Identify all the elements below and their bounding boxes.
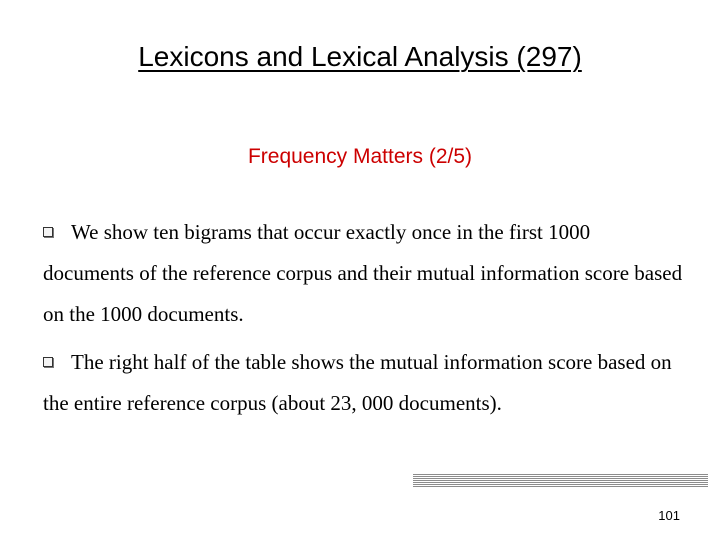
- hollow-square-bullet-icon: [43, 357, 53, 367]
- hollow-square-bullet-icon: [43, 227, 53, 237]
- bullet-list: [43, 212, 683, 431]
- bullet-item: [43, 212, 683, 335]
- bullet-text: The right half of the table shows the mutual information score based on the entire reference corpus (about 23, 000 documents).: [43, 350, 672, 415]
- footer-divider: [413, 474, 708, 488]
- slide-subtitle: Frequency Matters (2/5): [247, 145, 473, 168]
- page-number: 101: [658, 508, 680, 523]
- bullet-text: We show ten bigrams that occur exactly once in the first 1000 documents of the reference corpus and their mutual information score based on the 1000 documents.: [43, 220, 683, 326]
- bullet-item: [43, 342, 683, 424]
- slide-title: Lexicons and Lexical Analysis (297): [138, 41, 582, 72]
